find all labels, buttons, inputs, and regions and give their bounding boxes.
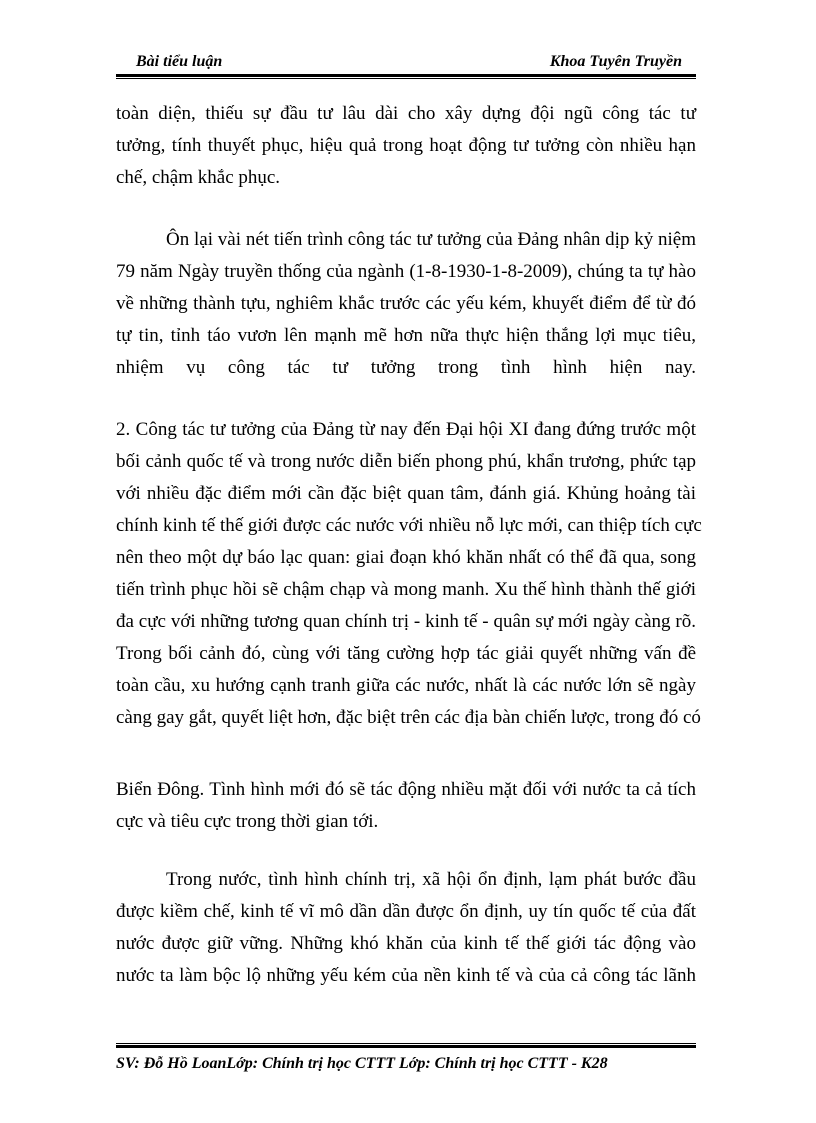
paragraph-line: nước được giữ vững. Những khó khăn của kinh tế thế giới tác động vào (116, 933, 696, 954)
paragraph-line: toàn cầu, xu hướng cạnh tranh giữa các nước, nhất là các nước lớn sẽ ngày (116, 675, 696, 696)
footer-student-info: SV: Đỗ Hồ LoanLớp: Chính trị học CTTT Lớp: Chính trị học CTTT - K28 (116, 1055, 608, 1072)
paragraph-line: cực và tiêu cực trong thời gian tới. (116, 811, 379, 832)
page-header (116, 50, 696, 74)
header-rule (116, 74, 696, 79)
paragraph-line: tự tin, tỉnh táo vươn lên mạnh mẽ hơn nữa thực hiện thắng lợi mục tiêu, (116, 325, 696, 346)
paragraph-line: càng gay gắt, quyết liệt hơn, đặc biệt trên các địa bàn chiến lược, trong đó có (116, 707, 701, 728)
paragraph-line: được kiềm chế, kinh tế vĩ mô dần dần được ổn định, uy tín quốc tế của đất (116, 901, 696, 922)
paragraph-5 (116, 864, 696, 992)
paragraph-line: Trong bối cảnh đó, cùng với tăng cường hợp tác giải quyết những vấn đề (116, 643, 696, 664)
paragraph-line: chế, chậm khắc phục. (116, 167, 281, 188)
paragraph-line: 2. Công tác tư tưởng của Đảng từ nay đến Đại hội XI đang đứng trước một (116, 419, 696, 440)
paragraph-line: đa cực với những tương quan chính trị - kinh tế - quân sự mới ngày càng rõ. (116, 611, 696, 632)
paragraph-line: nhiệm vụ công tác tư tưởng trong tình hình hiện nay. (116, 357, 696, 378)
paragraph-line: Ôn lại vài nét tiến trình công tác tư tưởng của Đảng nhân dịp kỷ niệm (166, 229, 696, 250)
paragraph-line: về những thành tựu, nghiêm khắc trước các yếu kém, khuyết điểm để từ đó (116, 293, 696, 314)
paragraph-line: nước ta làm bộc lộ những yếu kém của nền kinh tế và của cả công tác lãnh (116, 965, 696, 986)
paragraph-line: nên theo một dự báo lạc quan: giai đoạn khó khăn nhất có thể đã qua, song (116, 547, 696, 568)
header-faculty: Khoa Tuyên Truyền (549, 53, 682, 70)
paragraph-line: với nhiều đặc điểm mới cần đặc biệt quan tâm, đánh giá. Khủng hoảng tài (116, 483, 696, 504)
paragraph-line: tưởng, tính thuyết phục, hiệu quả trong hoạt động tư tưởng còn nhiều hạn (116, 135, 696, 156)
paragraph-line: Trong nước, tình hình chính trị, xã hội ổn định, lạm phát bước đầu (166, 869, 696, 890)
paragraph-4 (116, 774, 696, 838)
paragraph-2 (116, 224, 696, 384)
header-document-type: Bài tiểu luận (136, 53, 223, 70)
footer-rule (116, 1043, 696, 1048)
paragraph-line: chính kinh tế thế giới được các nước với nhiều nỗ lực mới, can thiệp tích cực (116, 515, 702, 536)
paragraph-line: bối cảnh quốc tế và trong nước diễn biến phong phú, khẩn trương, phức tạp (116, 451, 696, 472)
paragraph-line: Biển Đông. Tình hình mới đó sẽ tác động nhiều mặt đối với nước ta cả tích (116, 779, 696, 800)
paragraph-line: 79 năm Ngày truyền thống của ngành (1-8-1930-1-8-2009), chúng ta tự hào (116, 261, 696, 282)
page-footer (116, 1043, 696, 1074)
paragraph-3 (116, 414, 702, 734)
paragraph-line: tiến trình phục hồi sẽ chậm chạp và mong manh. Xu thế hình thành thế giới (116, 579, 696, 600)
paragraph-1 (116, 98, 696, 194)
paragraph-line: toàn diện, thiếu sự đầu tư lâu dài cho xây dựng đội ngũ công tác tư (116, 103, 696, 124)
